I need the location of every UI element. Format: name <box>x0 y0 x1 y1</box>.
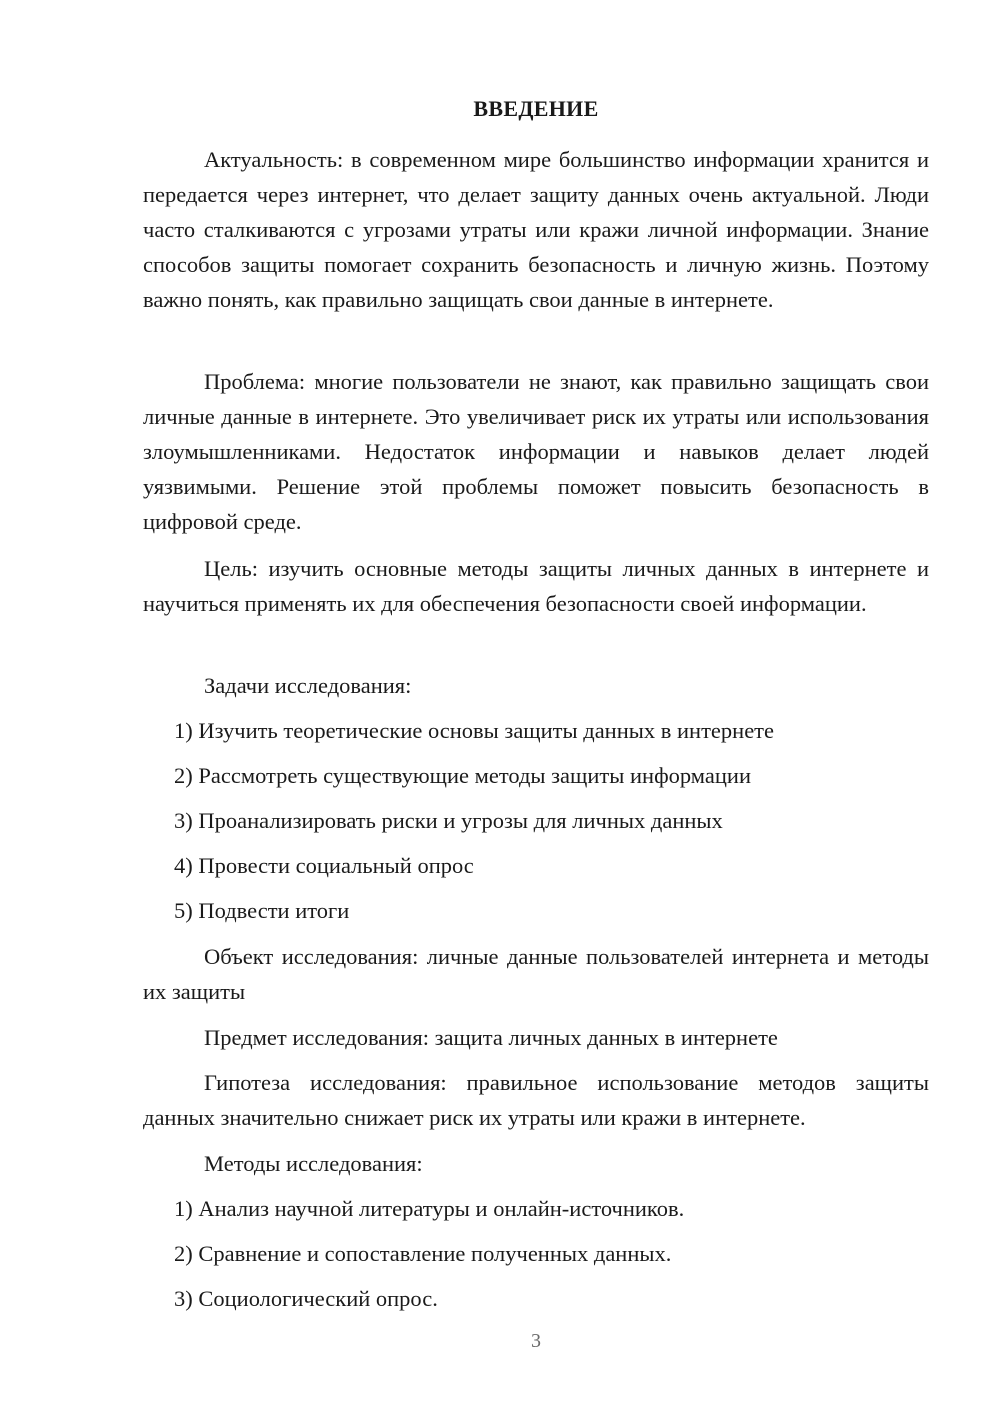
methods-heading: Методы исследования: <box>204 1151 423 1176</box>
goal-paragraph <box>143 551 929 621</box>
method-item-1: 1) Анализ научной литературы и онлайн-источников. <box>174 1196 685 1221</box>
goal-text: Цель: изучить основные методы защиты личных данных в интернете и научиться применять их для обеспечения безопасности своей информации. <box>143 556 929 616</box>
task-item-1: 1) Изучить теоретические основы защиты данных в интернете <box>174 718 774 743</box>
task-item-4: 4) Провести социальный опрос <box>174 853 474 878</box>
page-number: 3 <box>531 1330 541 1352</box>
tasks-heading: Задачи исследования: <box>204 673 412 698</box>
task-item-3: 3) Проанализировать риски и угрозы для личных данных <box>174 808 723 833</box>
subject-text: Предмет исследования: защита личных данных в интернете <box>204 1025 778 1050</box>
task-item-5: 5) Подвести итоги <box>174 898 350 923</box>
object-text: Объект исследования: личные данные пользователей интернета и методы их защиты <box>143 944 929 1004</box>
problem-text: Проблема: многие пользователи не знают, как правильно защищать свои личные данные в интернете. Это увеличивает риск их утраты или использования злоумышленниками. Недостаток информации и навыков делает людей уязвимыми. Решение этой проблемы поможет повысить безопасность в цифровой среде. <box>143 369 929 534</box>
relevance-text: Актуальность: в современном мире большинство информации хранится и передается через интернет, что делает защиту данных очень актуальной. Люди часто сталкиваются с угрозами утраты или кражи личной информации. Знание способов защиты помогает сохранить безопасность и личную жизнь. Поэтому важно понять, как правильно защищать свои данные в интернете. <box>143 147 929 312</box>
method-item-2: 2) Сравнение и сопоставление полученных данных. <box>174 1241 672 1266</box>
problem-paragraph <box>143 364 929 539</box>
page-title: ВВЕДЕНИЕ <box>473 96 599 121</box>
object-paragraph <box>143 939 929 1009</box>
method-item-3: 3) Социологический опрос. <box>174 1286 438 1311</box>
hypothesis-text: Гипотеза исследования: правильное использование методов защиты данных значительно снижает риск их утраты или кражи в интернете. <box>143 1070 929 1130</box>
hypothesis-paragraph <box>143 1065 929 1135</box>
relevance-paragraph <box>143 142 929 317</box>
task-item-2: 2) Рассмотреть существующие методы защиты информации <box>174 763 752 788</box>
